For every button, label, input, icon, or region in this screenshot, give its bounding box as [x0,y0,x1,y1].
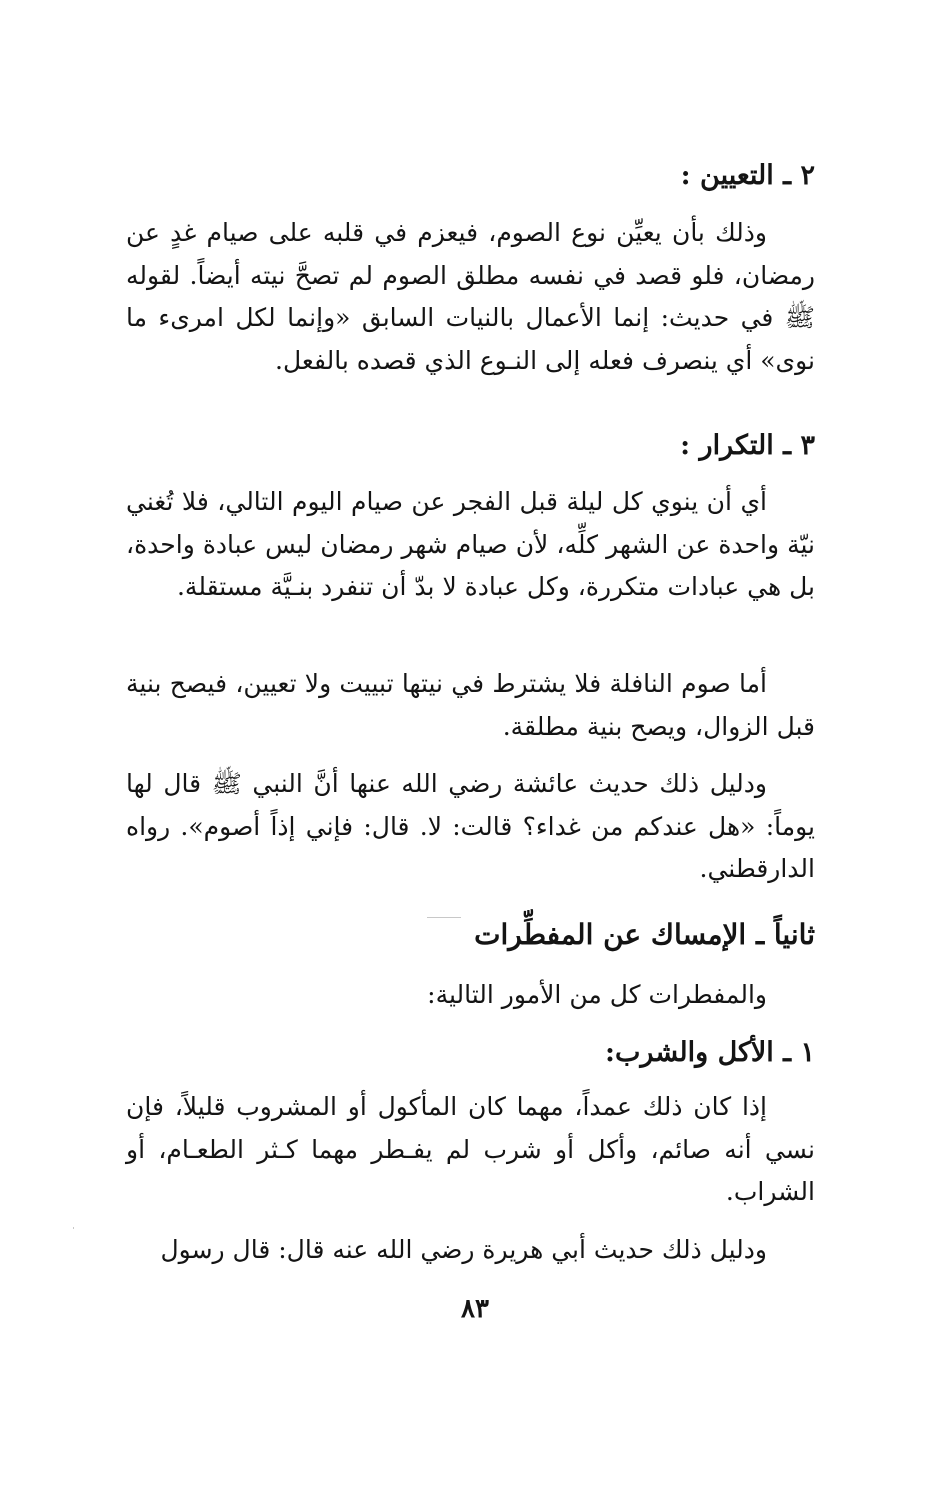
paragraph-text: وذلك بأن يعيِّن نوع الصوم، فيعزم في قلبه على صيام غدٍ عن رمضان، فلو قصد في نفسه مطلق الصوم لم تصحَّ نيته أيضاً. لقوله ﷺ في حديث: إنما الأعمال بالنيات السابق «وإنما لكل امرىء ما نوى» أي ينصرف فعله إلى النـوع الذي قصده بالفعل. [126,218,815,375]
paragraph-taeen [126,212,815,382]
section-heading-imsak: ثانياً ـ الإمساك عن المفطِّرات [474,918,815,951]
section-heading-akl-shurb: ١ ـ الأكل والشرب: [605,1037,815,1068]
paragraph-akl-shurb [126,1086,815,1214]
scan-speck [73,1227,74,1229]
scan-speck [427,917,461,918]
section-heading-taeen: ٢ ـ التعيين : [680,160,815,191]
paragraph-text: ودليل ذلك حديث أبي هريرة رضي الله عنه قال: قال رسول [160,1235,767,1264]
paragraph-text: إذا كان ذلك عمداً، مهما كان المأكول أو المشروب قليلاً، فإن نسي أنه صائم، وأكل أو شرب لم يفـطر مهما كـثر الطعـام، أو الشراب. [126,1092,815,1206]
paragraph-nafila [126,663,815,748]
paragraph-aisha-hadith [126,763,815,891]
paragraph-text: والمفطرات كل من الأمور التالية: [427,980,767,1009]
paragraph-text: أما صوم النافلة فلا يشترط في نيتها تبييت ولا تعيين، فيصح بنية قبل الزوال، ويصح بنية مطلقة. [126,669,815,741]
paragraph-abu-hurairah [126,1229,815,1272]
section-heading-takrar: ٣ ـ التكرار : [680,430,815,461]
paragraph-text: أي أن ينوي كل ليلة قبل الفجر عن صيام اليوم التالي، فلا تُغني نيّة واحدة عن الشهر كلِّه، لأن صيام شهر رمضان ليس عبادة واحدة، بل هي عبادات متكررة، وكل عبادة لا بدّ أن تنفرد بنـيَّة مستقلة. [126,487,815,601]
paragraph-muftirat-intro [126,974,815,1017]
paragraph-takrar [126,481,815,609]
page-number: ٨٣ [461,1294,489,1324]
paragraph-text: ودليل ذلك حديث عائشة رضي الله عنها أنَّ النبي ﷺ قال لها يوماً: «هل عندكم من غداء؟ قالت: لا. قال: فإني إذاً أصوم». رواه الدارقطني. [126,769,815,883]
